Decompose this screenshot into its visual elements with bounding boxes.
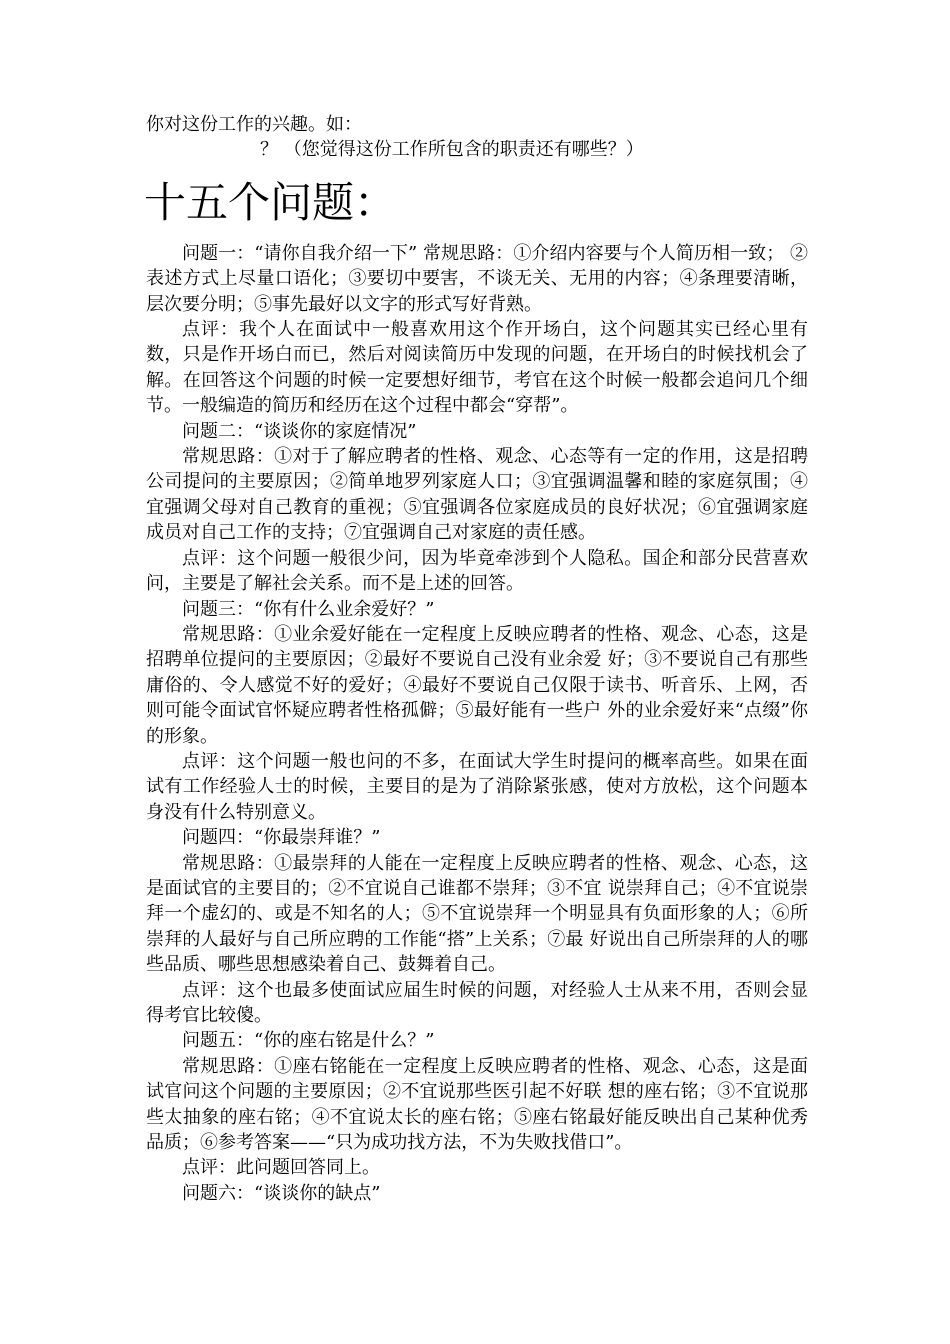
paragraph-q2-comment: 点评：这个问题一般很少问，因为毕竟牵涉到个人隐私。国企和部分民营喜欢问，主要是了解社会关系。而不是上述的回答。 — [146, 547, 808, 595]
paragraph-q5-approach: 常规思路：①座右铭能在一定程度上反映应聘者的性格、观念、心态，这是面试官问这个问题的主要原因；②不宜说那些医引起不好联 想的座右铭；③不宜说那些太抽象的座右铭；④不宜说太长的座右铭；⑤座右铭最好能反映出自己某种优秀品质；⑥参考答案——“只为成功找方法，不为失败找借口”。 — [146, 1055, 808, 1154]
paragraph-q4-approach: 常规思路：①最崇拜的人能在一定程度上反映应聘者的性格、观念、心态，这是面试官的主要目的；②不宜说自己谁都不崇拜；③不宜 说崇拜自己；④不宜说崇拜一个虚幻的、或是不知名的人；⑤不宜说崇拜一个明显具有负面形象的人；⑥所崇拜的人最好与自己所应聘的工作能“搭”上关系；⑦最 好说出自己所崇拜的人的哪些品质、哪些思想感染着自己、鼓舞着自己。 — [146, 852, 808, 976]
paragraph-q3-approach: 常规思路：①业余爱好能在一定程度上反映应聘者的性格、观念、心态，这是招聘单位提问的主要原因；②最好不要说自己没有业余爱 好；③不要说自己有那些庸俗的、令人感觉不好的爱好；④最好不要说自己仅限于读书、听音乐、上网，否则可能令面试官怀疑应聘者性格孤僻；⑤最好能有一些户 外的业余爱好来“点缀”你的形象。 — [146, 623, 808, 747]
paragraph-q5-title: 问题五：“你的座右铭是什么？” — [182, 1030, 435, 1052]
paragraph-q4-comment: 点评：这个也最多使面试应届生时候的问题，对经验人士从来不用，否则会显得考官比较傻。 — [146, 979, 808, 1026]
paragraph-q6-title: 问题六：“谈谈你的缺点” — [182, 1182, 381, 1204]
paragraph-q2-title: 问题二：“谈谈你的家庭情况” — [182, 420, 417, 442]
paragraph-q2-approach: 常规思路：①对于了解应聘者的性格、观念、心态等有一定的作用，这是招聘公司提问的主要原因；②简单地罗列家庭人口；③宜强调温馨和睦的家庭氛围；④宜强调父母对自己教育的重视；⑤宜强调各位家庭成员的良好状况；⑥宜强调家庭成员对自己工作的支持；⑦宜强调自己对家庭的责任感。 — [146, 446, 808, 544]
paragraph-q5-comment: 点评：此问题回答同上。 — [182, 1157, 380, 1179]
intro-line: 你对这份工作的兴趣。如： — [146, 114, 362, 135]
section-heading: 十五个问题： — [144, 177, 397, 227]
document-page — [146, 112, 808, 1206]
paragraph-q3-comment: 点评：这个问题一般也问的不多，在面试大学生时提问的概率高些。如果在面试有工作经验人士的时候，主要目的是为了消除紧张感，使对方放松，这个问题本身没有什么特别意义。 — [146, 750, 808, 823]
paragraph-q4-title: 问题四：“你最崇拜谁？” — [182, 827, 381, 849]
paragraph-q3-title: 问题三：“你有什么业余爱好？” — [182, 598, 435, 620]
paragraph-q1-comment: 点评：我个人在面试中一般喜欢用这个作开场白，这个问题其实已经心里有数，只是作开场白而已，然后对阅读简历中发现的问题，在开场白的时候找机会了解。在回答这个问题的时候一定要想好细节，考官在这个时候一般都会追问几个细节。一般编造的简历和经历在这个过程中都会“穿帮”。 — [146, 319, 808, 417]
intro-question-line: ？ （您觉得这份工作所包含的职责还有哪些？） — [260, 139, 644, 161]
paragraph-q1: 问题一：“请你自我介绍一下” 常规思路：①介绍内容要与个人简历相一致； ②表述方式上尽量口语化；③要切中要害，不谈无关、无用的内容；④条理要清晰，层次要分明；⑤事先最好以文字的形式写好背熟。 — [146, 242, 808, 315]
